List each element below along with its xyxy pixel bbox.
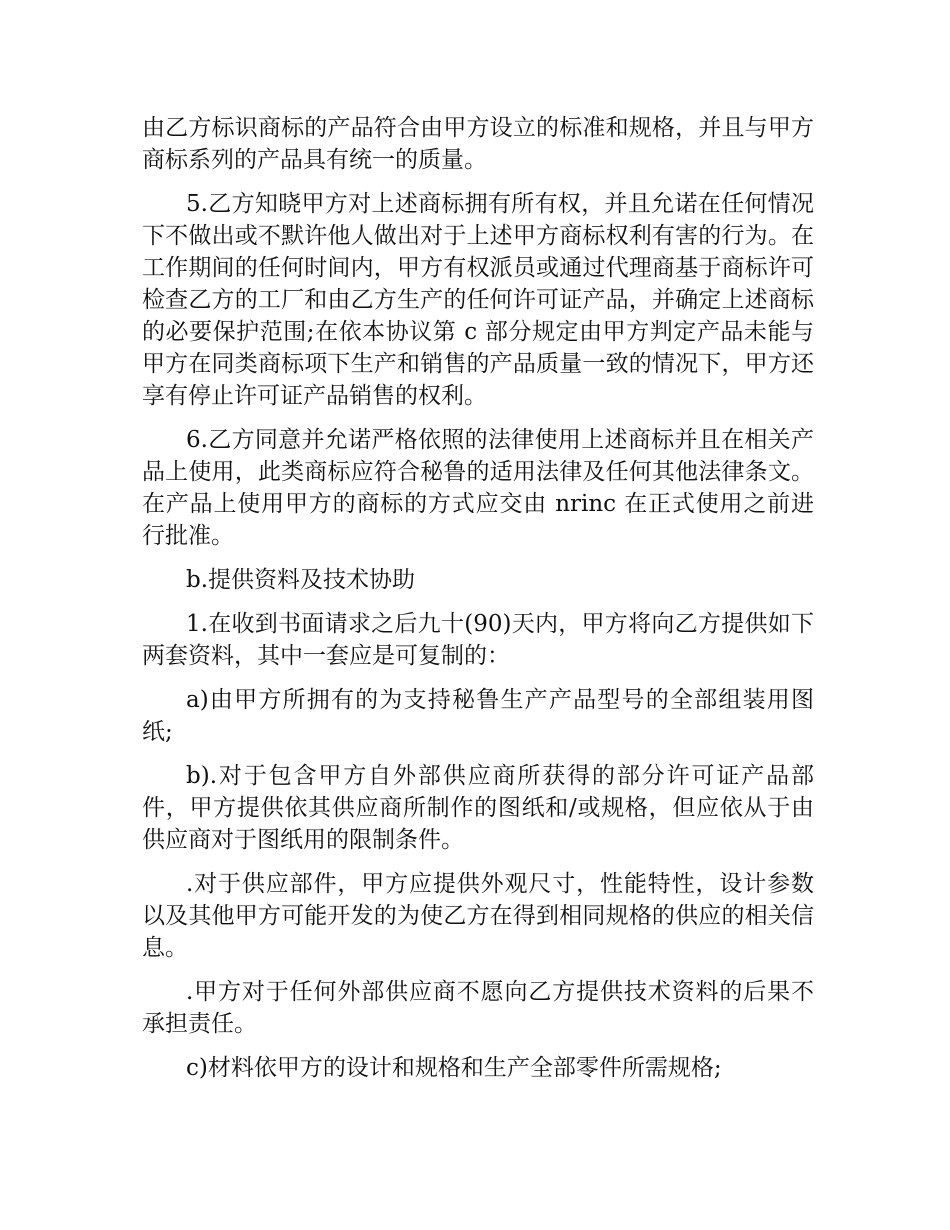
section-heading-b: b.提供资料及技术协助	[186, 567, 416, 593]
paragraph-item-b: b).对于包含甲方自外部供应商所获得的部分许可证产品部件，甲方提供依其供应商所制作的图纸和/或规格，但应依从于由供应商对于图纸用的限制条件。	[142, 763, 814, 853]
paragraph-item-c: c)材料依甲方的设计和规格和生产全部零件所需规格;	[186, 1055, 722, 1081]
paragraph-b-1: 1.在收到书面请求之后九十(90)天内，甲方将向乙方提供如下两套资料，其中一套应是可复制的：	[142, 611, 814, 669]
paragraph-item-a: a)由甲方所拥有的为支持秘鲁生产产品型号的全部组装用图纸;	[142, 687, 814, 745]
document-body	[142, 112, 814, 1096]
paragraph-clause-6: 6.乙方同意并允诺严格依照的法律使用上述商标并且在相关产品上使用，此类商标应符合秘鲁的适用法律及任何其他法律条文。在产品上使用甲方的商标的方式应交由 nrinc 在正式使用之前进行批准。	[142, 427, 814, 549]
paragraph-liability: .甲方对于任何外部供应商不愿向乙方提供技术资料的后果不承担责任。	[142, 979, 814, 1037]
paragraph-quality-standard: 由乙方标识商标的产品符合由甲方设立的标准和规格，并且与甲方商标系列的产品具有统一的质量。	[142, 115, 814, 173]
paragraph-clause-5: 5.乙方知晓甲方对上述商标拥有所有权，并且允诺在任何情况下不做出或不默许他人做出对于上述甲方商标权利有害的行为。在工作期间的任何时间内，甲方有权派员或通过代理商基于商标许可检查乙方的工厂和由乙方生产的任何许可证产品，并确定上述商标的必要保护范围;在依本协议第 c 部分规定由甲方判定产品未能与甲方在同类商标项下生产和销售的产品质量一致的情况下，甲方还享有停止许可证产品销售的权利。	[142, 191, 814, 409]
paragraph-supply-parts: .对于供应部件，甲方应提供外观尺寸，性能特性，设计参数以及其他甲方可能开发的为使乙方在得到相同规格的供应的相关信息。	[142, 871, 814, 961]
